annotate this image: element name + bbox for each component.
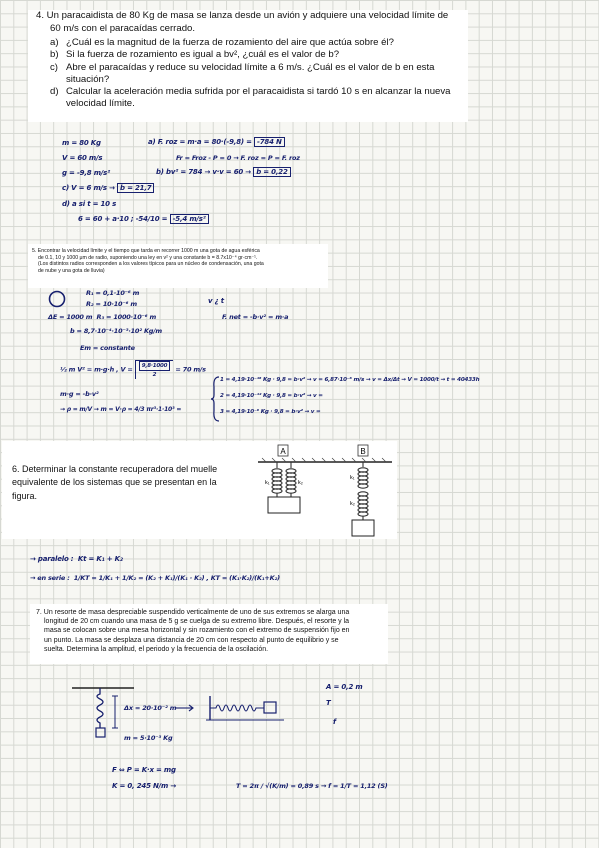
item-letter: a) [50,37,59,49]
hw-7-period-label: T [326,699,331,707]
item-text-line: Abre el paracaídas y reduce su velocidad límite a 6 m/s. ¿Cuál es el valor de b en esta [66,61,435,73]
hw-c-result: b = 21,7 [117,183,154,193]
item-letter: d) [50,86,59,97]
hw-7-force: F ⇔ P = K·x = mg [112,766,176,774]
hw-mg: m·g = -b·v² [60,390,99,398]
hw-7-freq-label: f [333,718,336,726]
hw-r1: R₁ = 0,1·10⁻⁶ m [86,289,140,297]
item-letter: c) [50,61,58,73]
problem-4-title-continuation: 60 m/s con el paracaídas cerrado. [50,22,196,34]
hw-a-line [148,138,285,146]
spring-b-series [358,462,368,520]
mass-a [268,497,300,513]
problem-6-title: 6. Determinar la constante recuperadora del muelle equivalente de los sistemas que se presentan en la figura. [12,464,218,501]
item-text-line: velocidad límite. [66,98,135,110]
hw-a-result: -784 N [254,137,285,147]
spring-a-left [272,462,282,497]
hw-b-line [156,168,291,176]
circle-drawing [48,290,68,308]
problem-7-line: longitud de 20 cm cuando una masa de 5 g se cuelga de su extremo libre. Después, el resorte y la [44,618,350,626]
hw-parallel-eq: Kt = K₁ + K₂ [77,555,123,563]
hw-a-line2: Fr = Froz - P = 0 → F. roz = P = F. roz [176,154,300,162]
hw-velocity: V = 60 m/s [62,154,103,162]
item-text: Si la fuerza de rozamiento es igual a bv², ¿cuál es el valor de b? [66,49,340,61]
hw-7-dx: Δx = 20·10⁻² m [124,704,177,712]
hw-parallel-label: → paralelo : [30,555,74,563]
hw-b-result: b = 0,22 [253,167,290,177]
problem-7-line: 7. Un resorte de masa despreciable suspendido verticalmente de uno de sus extremos se alarga una [36,609,350,616]
problem-5-line: 5. Encontrar la velocidad límite y el tiempo que tarda en recorrer 1000 m una gota de agua esférica [32,248,260,254]
label-a-k1: k₁ [265,480,270,486]
item-letter: b) [50,49,59,61]
problem-5-line: de 0.1, 10 y 1000 μm de radio, suponiendo una ley en v² y una constante b = 8.7x10⁻⁴ gr·cm⁻¹. [38,254,258,261]
spring-sketch [70,684,370,754]
problem-4-card [28,10,468,122]
problem-7-line: suelta. Determina la amplitud, el periodo y la frecuencia de la oscilación. [44,645,269,653]
problem-4-item-c [28,62,468,86]
hw-serie-label: → en serie : [30,574,70,582]
hw-b-text: b) bv² = 784 → v·v = 60 → [156,168,251,176]
hw-energy-result: = 70 m/s [175,365,206,374]
problem-7-line: un punto. La masa se desplaza una distancia de 20 cm con respecto al punto de equilibrio y se [44,636,339,644]
problem-5-line: (Los distintos radios corresponden a los valores típicos para un núcleo de condensación, una gota [38,261,264,268]
problem-5-card [28,244,328,288]
hw-7-m: m = 5·10⁻³ Kg [124,734,173,742]
problem-4-title: 4. Un paracaidista de 80 Kg de masa se lanza desde un avión y adquiere una velocidad límite de [36,10,449,21]
hw-v-t: v ¿ t [208,297,224,305]
label-a: A [280,447,286,456]
label-b-k1: k₁ [350,475,355,481]
hw-em: Em = constante [80,344,135,352]
problem-5-line: de nube y una gota de lluvia) [38,267,105,274]
hw-b-value: b = 8,7·10⁻⁴·10⁻³·10² Kg/m [70,327,162,335]
problem-4-items [28,37,468,110]
hw-d-line [78,215,209,223]
hw-radius-3: 3 = 4,19·10⁻⁶ Kg · 9,8 = b·v² → v = [220,409,321,415]
hw-d-data: d) a si t = 10 s [62,200,117,208]
item-text [66,62,434,86]
item-text: ¿Cuál es la magnitud de la fuerza de rozamiento del aire que actúa sobre él? [66,37,394,49]
hw-serie-eq: 1/KT = 1/K₁ + 1/K₂ = (K₂ + K₁)/(K₁ · K₂) , KT = (K₁·K₂)/(K₁+K₂) [73,574,280,582]
problem-4-item-b [28,49,468,61]
problem-4-item-d [28,86,468,110]
springs-figure [242,441,392,539]
hw-d-result: -5,4 m/s² [170,214,209,224]
hw-energy-text: ½ m V² = m·g·h , V = [60,365,133,374]
problem-7-line: masa se colocan sobre una mesa horizontal y sin rozamiento con el extremo de suspensión fijo en [44,627,350,635]
hw-sqrt-den: 2 [152,372,157,378]
hw-parallel [30,555,123,563]
hw-sqrt [135,360,174,379]
item-text-line: situación? [66,73,110,85]
label-a-k2: k₂ [298,480,303,486]
problem-6-card [2,441,397,539]
hw-sqrt-num: 9,8·1000 [139,361,171,371]
hw-radius-2: 2 = 4,19·10⁻¹² Kg · 9,8 = b·v² → v = [220,393,323,399]
hw-dx [48,313,156,321]
hw-d-text: 6 = 60 + a·10 ; -54/10 = [78,215,168,223]
hw-fnet: F. net = -b·v² = m·a [222,313,289,321]
hw-mass: m = 80 Kg [62,139,101,147]
hw-7-period: T = 2π / √(K/m) = 0,89 s → f = 1/T = 1,12 (S) [236,782,388,790]
hw-dx-text: ΔE = 1000 m [48,313,93,321]
label-b: B [360,447,366,456]
hw-c-text: c) V = 6 m/s → [62,184,115,192]
hw-a-text: a) F. roz = m·a = 80·(-9,8) = [148,138,252,146]
problem-7-card [30,604,388,664]
hw-r2: R₂ = 10·10⁻⁶ m [86,300,137,308]
hw-7-amp: A = 0,2 m [326,683,363,691]
item-text-line: Calcular la aceleración media sufrida por el paracaidista si tardó 10 s en alcanzar la nueva [66,86,451,97]
hw-energy [60,360,206,379]
hw-serie [30,574,280,582]
hw-7-k: K = 0, 245 N/m → [112,782,176,790]
hw-r3: R₃ = 1000·10⁻⁶ m [96,313,157,321]
item-text [66,86,451,110]
label-b-k2: k₂ [350,501,355,507]
hw-rho: → ρ = m/V → m = V·ρ = 4/3 πr³·1·10³ = [60,406,182,413]
spring-a-right [286,462,296,497]
hw-c-line [62,184,154,192]
mass-b [352,520,374,536]
hw-gravity: g = -9,8 m/s² [62,169,110,177]
hw-radius-1: 1 = 4,19·10⁻¹⁸ Kg · 9,8 = b·v² → v = 6,87·10⁻⁶ m/s → v = Δx/Δt → V = 1000/t → t = 40433h [220,377,480,383]
problem-4-item-a [28,37,468,49]
